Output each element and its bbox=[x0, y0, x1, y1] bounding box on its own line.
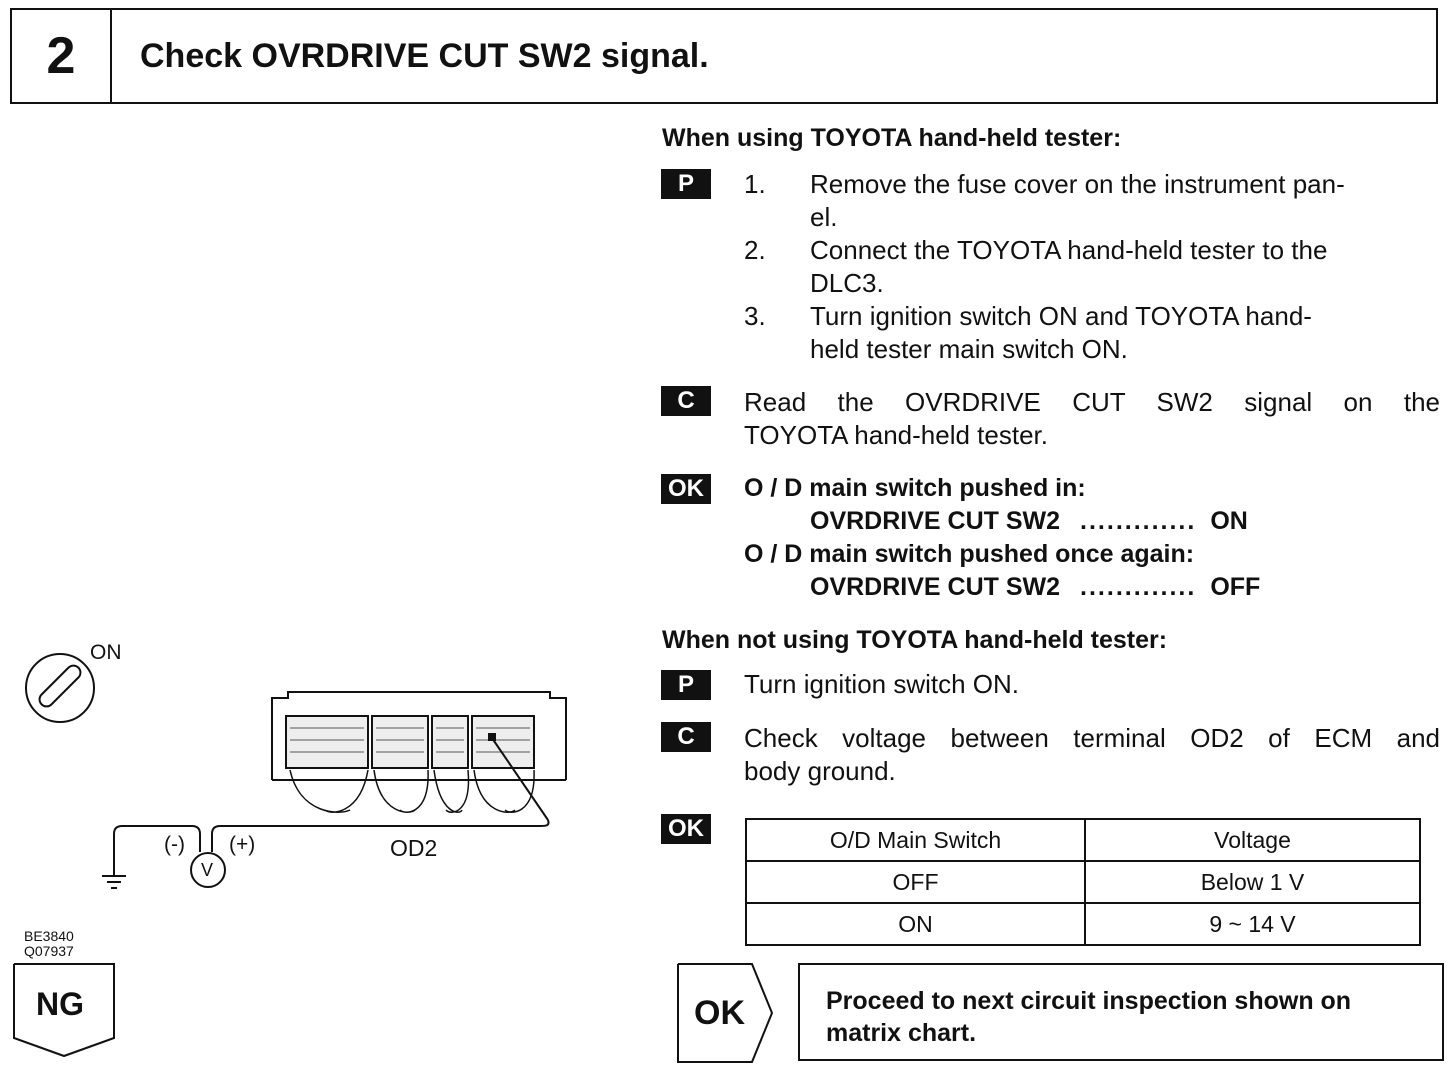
without-tester-heading: When not using TOYOTA hand-held tester: bbox=[662, 626, 1168, 654]
minus-label: (-) bbox=[164, 833, 185, 856]
check-2-line1: Check voltage between terminal OD2 of ECM and bbox=[744, 723, 1440, 753]
tester-steps bbox=[744, 168, 1440, 366]
positive-lead bbox=[212, 820, 549, 852]
table-row bbox=[746, 903, 1420, 945]
table-cell: 9 ~ 14 V bbox=[1085, 903, 1420, 945]
step-3 bbox=[744, 300, 1440, 366]
with-tester-heading: When using TOYOTA hand-held tester: bbox=[662, 124, 1122, 152]
ok-badge-2: OK bbox=[661, 814, 711, 844]
ok-value-1: ON bbox=[1210, 507, 1248, 535]
step-header bbox=[10, 8, 1438, 104]
proceed-line1: Proceed to next circuit inspection shown on bbox=[826, 987, 1352, 1015]
table-header-row bbox=[746, 819, 1420, 861]
table-header: Voltage bbox=[1085, 819, 1420, 861]
ok-item-2: OVRDRIVE CUT SW2 bbox=[810, 573, 1061, 601]
figure-code-2: Q07937 bbox=[24, 943, 74, 959]
step-3-line1: Turn ignition switch ON and TOYOTA hand- bbox=[810, 301, 1312, 331]
step-1-number: 1. bbox=[744, 169, 766, 199]
ok-condition-2: O / D main switch pushed once again: bbox=[744, 540, 1195, 568]
voltage-table bbox=[745, 818, 1421, 946]
ok-row-1 bbox=[810, 505, 1260, 538]
table-header: O/D Main Switch bbox=[746, 819, 1085, 861]
table-cell: OFF bbox=[746, 861, 1085, 903]
voltmeter-label: V bbox=[201, 860, 214, 880]
step-number: 2 bbox=[12, 10, 112, 102]
plus-label: (+) bbox=[229, 833, 256, 856]
ok-criteria bbox=[744, 472, 1260, 604]
step-1-line2: el. bbox=[810, 202, 838, 232]
step-3-number: 3. bbox=[744, 301, 766, 331]
check-2-line2: body ground. bbox=[744, 756, 896, 786]
check-text-2 bbox=[744, 722, 1440, 788]
ecm-connector-icon bbox=[272, 692, 566, 820]
step-2-number: 2. bbox=[744, 235, 766, 265]
ok-row-2 bbox=[810, 571, 1260, 604]
ng-label: NG bbox=[36, 986, 84, 1022]
figure-code-1: BE3840 bbox=[24, 928, 74, 944]
ground-icon bbox=[102, 876, 126, 888]
step-3-line2: held tester main switch ON. bbox=[810, 334, 1128, 364]
wiring-diagram bbox=[10, 630, 590, 910]
step-2 bbox=[744, 234, 1440, 300]
ignition-switch-icon bbox=[26, 654, 94, 722]
check-line2: TOYOTA hand-held tester. bbox=[744, 420, 1048, 450]
step-1 bbox=[744, 168, 1440, 234]
ok-value-2: OFF bbox=[1210, 573, 1261, 601]
step-1-line1: Remove the fuse cover on the instrument pan- bbox=[810, 169, 1345, 199]
prepare-badge: P bbox=[661, 169, 711, 199]
od2-label: OD2 bbox=[390, 835, 438, 861]
step-2-line2: DLC3. bbox=[810, 268, 884, 298]
proceed-box bbox=[798, 963, 1444, 1061]
ok-condition-1: O / D main switch pushed in: bbox=[744, 474, 1086, 502]
check-badge: C bbox=[661, 386, 711, 416]
check-text bbox=[744, 386, 1440, 452]
figure-code bbox=[24, 929, 74, 959]
prepare-badge-2: P bbox=[661, 670, 711, 700]
negative-lead bbox=[114, 826, 200, 876]
step-title: Check OVRDRIVE CUT SW2 signal. bbox=[140, 36, 709, 75]
table-cell: Below 1 V bbox=[1085, 861, 1420, 903]
ok-dots-1: ............. bbox=[1080, 507, 1197, 535]
check-badge-2: C bbox=[661, 722, 711, 752]
ok-result-label: OK bbox=[694, 994, 745, 1032]
table-cell: ON bbox=[746, 903, 1085, 945]
check-line1: Read the OVRDRIVE CUT SW2 signal on the bbox=[744, 387, 1440, 417]
ignition-on-label: ON bbox=[90, 641, 122, 664]
ok-dots-2: ............. bbox=[1080, 573, 1197, 601]
proceed-line2: matrix chart. bbox=[826, 1019, 977, 1047]
table-row bbox=[746, 861, 1420, 903]
step-2-line1: Connect the TOYOTA hand-held tester to the bbox=[810, 235, 1328, 265]
prepare-text-2: Turn ignition switch ON. bbox=[744, 669, 1020, 699]
ok-badge: OK bbox=[661, 474, 711, 504]
ok-item-1: OVRDRIVE CUT SW2 bbox=[810, 507, 1061, 535]
